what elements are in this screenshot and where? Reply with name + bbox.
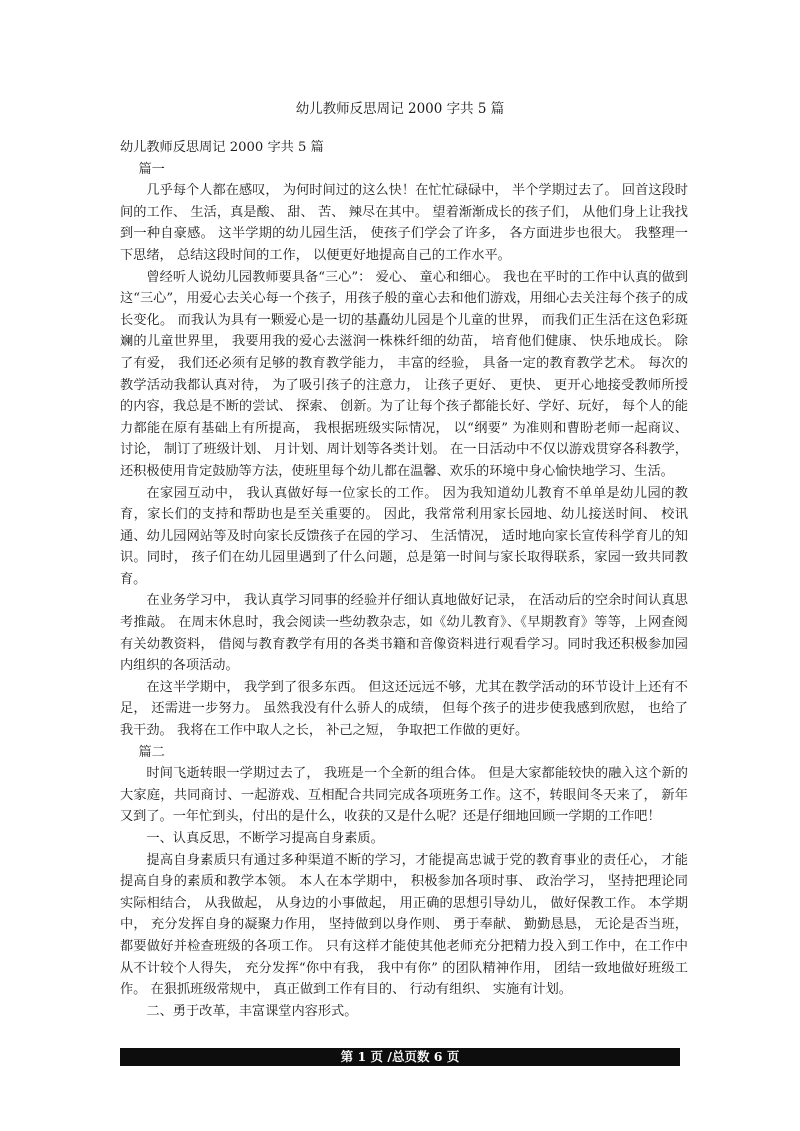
section-heading: 篇二 bbox=[138, 744, 165, 760]
page-footer bbox=[120, 1048, 680, 1066]
document-title: 幼儿教师反思周记 2000 字共 5 篇 bbox=[295, 101, 505, 117]
paragraph: 时间飞逝转眼一学期过去了， 我班是一个全新的组合体。 但是大家都能较快的融入这个新的大家庭，共同商讨、一起游戏、互相配合共同完成各项班务工作。这不，转眼间冬天来了， 新年又到了。一年忙到头，付出的是什么，收获的又是什么呢？还是仔细地回顾一学期的工作吧！ bbox=[120, 766, 688, 825]
paragraph-list bbox=[120, 159, 688, 1023]
paragraph: 在业务学习中， 我认真学习同事的经验并仔细认真地做好记录， 在活动后的空余时间认真思考推敲。 在周末休息时，我会阅读一些幼教杂志，如《幼儿教育》、《早期教育》等等，上网查阅有关幼教资料， 借阅与教育教学有用的各类书籍和音像资料进行观看学习。同时我还积极参加园内组织的各项活动。 bbox=[120, 593, 688, 674]
document-body bbox=[120, 137, 688, 1022]
paragraph: 二、勇于改革，丰富课堂内容形式。 bbox=[146, 1003, 358, 1019]
paragraph: 在家园互动中， 我认真做好每一位家长的工作。 因为我知道幼儿教育不单单是幼儿园的教育，家长们的支持和帮助也是至关重要的。 因此，我常常利用家长园地、幼儿接送时间、 校讯通、幼儿园网站等及时向家长反馈孩子在园的学习、 生活情况， 适时地向家长宣传科学育儿的知识。同时， 孩子们在幼儿园里遇到了什么问题，总是第一时间与家长取得联系，家园一致共同教育。 bbox=[120, 485, 688, 587]
section-heading: 篇一 bbox=[138, 161, 165, 177]
paragraph: 在这半学期中， 我学到了很多东西。 但这还远远不够，尤其在教学活动的环节设计上还有不足， 还需进一步努力。 虽然我没有什么骄人的成绩， 但每个孩子的进步使我感到欣慰， 也给了我干劲。 我将在工作中取人之长， 补己之短， 争取把工作做的更好。 bbox=[120, 679, 688, 739]
paragraph: 一、认真反思，不断学习提高自身素质。 bbox=[146, 831, 384, 846]
paragraph: 提高自身素质只有通过多种渠道不断的学习，才能提高忠诚于党的教育事业的责任心， 才能提高自身的素质和教学本领。 本人在本学期中， 积极参加各项时事、 政治学习， 坚持把理论同实际相结合， 从我做起， 从身边的小事做起， 用正确的思想引导幼儿， 做好保教工作。 本学期中， 充分发挥自身的凝聚力作用， 坚持做到以身作则、 勇于奉献、 勤勤恳恳， 无论是否当班， 都要做好并检查班级的各项工作。 只有这样才能使其他老师充分把精力投入到工作中，在工作中从不计较个人得失， 充分发挥“你中有我， 我中有你” 的团队精神作用， 团结一致地做好班级工作。 在狠抓班级常规中， 真正做到工作有目的、 行动有组织、 实施有计划。 bbox=[120, 852, 688, 998]
document-subtitle: 幼儿教师反思周记 2000 字共 5 篇 bbox=[120, 140, 324, 155]
paragraph: 几乎每个人都在感叹， 为何时间过的这么快！在忙忙碌碌中， 半个学期过去了。 回首这段时间的工作、 生活，真是酸、 甜、 苦、 辣尽在其中。 望着渐渐成长的孩子们， 从他们身上让我找到一种自豪感。 这半学期的幼儿园生活， 使孩子们学会了许多， 各方面进步也很大。 我整理一下思绪， 总结这段时间的工作， 以便更好地提高自己的工作水平。 bbox=[120, 183, 688, 263]
paragraph: 曾经听人说幼儿园教师要具备“三心”： 爱心、 童心和细心。 我也在平时的工作中认真的做到这“三心”，用爱心去关心每一个孩子，用孩子般的童心去和他们游戏，用细心去关注每个孩子的成长变化。 而我认为具有一颗爱心是一切的基矗幼儿园是个儿童的世界， 而我们正生活在这色彩斑斓的儿童世界里， 我要用我的爱心去滋润一株株纤细的幼苗， 培育他们健康、 快乐地成长。 除了有爱， 我们还必须有足够的教育教学能力， 丰富的经验， 具备一定的教育教学艺术。 每次的教学活动我都认真对待， 为了吸引孩子的注意力， 让孩子更好、 更快、 更开心地接受教师所授的内容，我总是不断的尝试、 探索、 创新。为了让每个孩子都能长好、学好、玩好， 每个人的能力都能在原有基础上有所提高， 我根据班级实际情况， 以“纲要” 为准则和曹盼老师一起商议、 讨论， 制订了班级计划、 月计划、周计划等各类计划。 在一日活动中不仅以游戏贯穿各科教学， 还积极使用肯定鼓励等方法，使班里每个幼儿都在温馨、欢乐的环境中身心愉快地学习、生活。 bbox=[120, 269, 688, 479]
page-number-label: 第 1 页 /总页数 6 页 bbox=[340, 1049, 460, 1064]
